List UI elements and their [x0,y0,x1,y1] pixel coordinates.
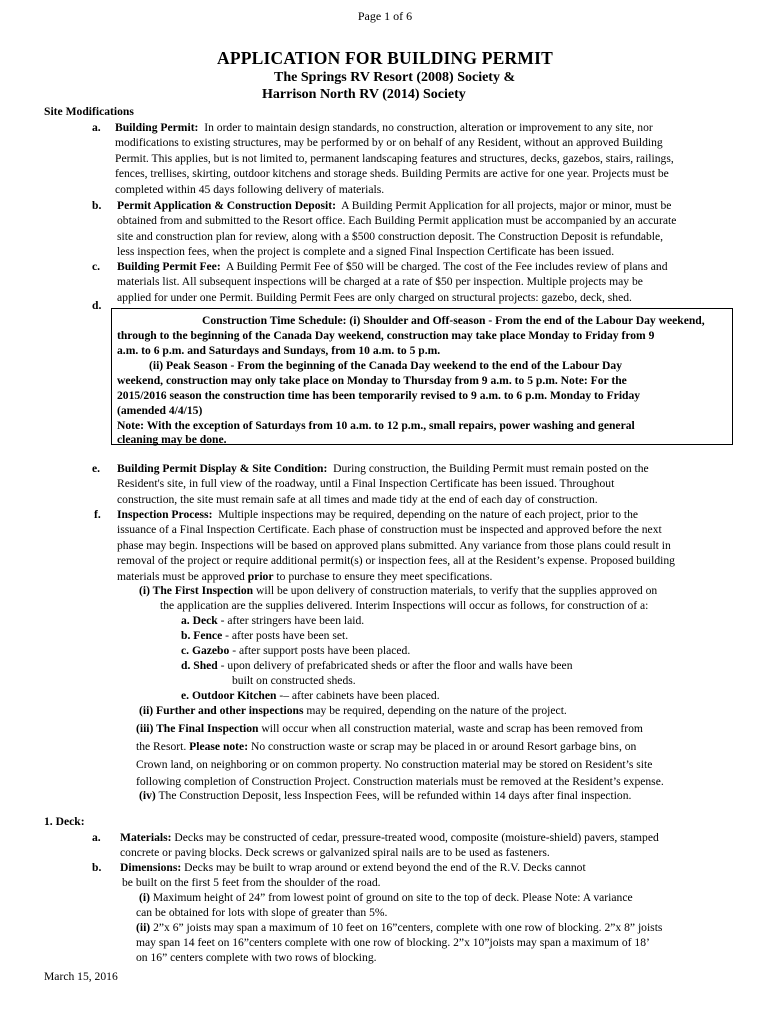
item-text: In order to maintain design standards, no construction, alteration or improvement to any site, nor [204,121,653,134]
item-title: Inspection Process: [117,508,213,521]
first-inspection: (i) The First Inspection will be upon delivery of construction materials, to verify that the supplies approved on [139,584,658,597]
item-title: Building Permit Fee: [117,260,221,273]
schedule-line: (amended 4/4/15) [117,404,203,417]
final-inspection-cont: the Resort. Please note: No construction waste or scrap may be placed in or around Resort garbage bins, on [136,740,637,753]
schedule-line: (ii) Peak Season - From the beginning of the Canada Day weekend to the end of the Labour Day [149,359,622,372]
deck-max-height-cont: can be obtained for lots with slope of greater than 5%. [136,906,388,919]
final-inspection: (iii) The Final Inspection will occur when all construction material, waste and scrap has been removed from [136,722,643,735]
construction-time-schedule-box [111,308,733,445]
item-marker: d. [92,299,102,312]
item-title: Permit Application & Construction Deposit: [117,199,336,212]
item-text: completed within 45 days following delivery of materials. [115,182,385,196]
interim-deck: a. Deck - after stringers have been laid. [181,614,365,627]
item-title: Building Permit: [115,121,199,134]
item-marker: c. [92,260,101,273]
item-text: removal of the project or require additional permit(s) or inspection fees, all at the Resident’s expense. Proposed building [117,554,675,568]
item-text: applied for under one Permit. Building Permit Fees are only charged on structural projects: gazebo, deck, shed. [117,290,632,304]
interim-gazebo: c. Gazebo - after support posts have been placed. [181,644,411,657]
item-text: to purchase to ensure they meet specifications. [276,569,493,583]
deck-joists: (ii) 2”x 6” joists may span a maximum of 10 feet on 16”centers, complete with one row of blocking. 2”x 8” joists [136,921,663,934]
item-text: fences, trellises, skirting, outdoor kitchens and storage sheds. Building Permits are active for one year. Projects must be [115,167,669,181]
deck-max-height: (i) Maximum height of 24” from lowest point of ground on site to the top of deck. Please Note: A variance [139,891,633,904]
item-text: Resident's site, in full view of the roadway, until a Final Inspection Certificate has been issued. Throughout [117,477,615,491]
item-text: Permit. This applies, but is not limited to, permanent landscaping features and structures, decks, gazebos, stairs, railings, [115,151,674,165]
schedule-line: 2015/2016 season the construction time has been temporarily revised to 9 a.m. to 6 p.m. Monday to Friday [117,389,641,402]
item-marker: e. [92,462,101,475]
item-title: Building Permit Display & Site Condition: [117,462,328,475]
item-text: construction, the site must remain safe at all times and made tidy at the end of each day of construction. [117,492,598,506]
deck-dimensions-cont: be built on the first 5 feet from the shoulder of the road. [122,876,381,889]
item-text: issuance of a Final Inspection Certificate. Each phase of construction must be inspected and approved before the next [117,523,662,537]
item-text: phase may begin. Inspections will be based on approved plans submitted. Any variance from those plans could result in [117,538,671,552]
footer-date: March 15, 2016 [44,970,118,983]
section-heading-site-modifications: Site Modifications [44,105,134,118]
item-text: A Building Permit Application for all projects, major or minor, must be [341,199,672,212]
schedule-line: cleaning may be done. [117,433,227,446]
page-number: Page 1 of 6 [357,9,413,23]
document-subtitle-1: The Springs RV Resort (2008) Society & [274,70,516,85]
item-text: A Building Permit Fee of $50 will be charged. The cost of the Fee includes review of plans and [225,260,668,273]
final-inspection-cont: Crown land, on neighboring or on common property. No construction material may be stored on Resident’s site [136,758,653,771]
item-text: Multiple inspections may be required, depending on the nature of each project, prior to the [218,508,639,521]
schedule-line: a.m. to 6 p.m. and Saturdays and Sundays, from 10 a.m. to 5 p.m. [117,344,441,357]
schedule-line: Construction Time Schedule: (i) Shoulder and Off-season - From the end of the Labour Day weekend, [202,314,705,327]
interim-shed: d. Shed - upon delivery of prefabricated sheds or after the floor and walls have been [181,659,573,672]
further-inspections: (ii) Further and other inspections may be required, depending on the nature of the project. [139,704,567,717]
emphasis-prior: prior [247,569,274,583]
item-text: site and construction plan for review, along with a $500 construction deposit. The Construction Deposit is refundable, [117,229,664,243]
item-text: less inspection fees, when the project is complete and a signed Final Inspection Certificate has been issued. [117,245,615,259]
schedule-line: Note: With the exception of Saturdays from 10 a.m. to 12 p.m., small repairs, power washing and general [117,419,635,432]
item-text: During construction, the Building Permit must remain posted on the [333,462,649,475]
first-inspection-cont: the application are the supplies delivered. Interim Inspections will occur as follows, for construction of a: [160,599,649,612]
section-heading-deck: 1. Deck: [44,815,85,828]
interim-shed-cont: built on constructed sheds. [232,674,356,687]
deck-materials-cont: concrete or paving blocks. Deck screws or galvanized spiral nails are to be used as fasteners. [120,846,550,859]
item-marker: b. [92,199,102,212]
item-marker: f. [94,508,101,521]
deck-joists-cont: may span 14 feet on 16”centers complete with one row of blocking. 2”x 10”joists may span a maximum of 18’ [136,936,650,949]
item-text: materials must be approved [117,569,245,583]
document-subtitle-2: Harrison North RV (2014) Society [262,87,466,102]
item-marker: a. [92,831,101,844]
interim-fence: b. Fence - after posts have been set. [181,629,349,642]
item-text: modifications to existing structures, may be performed by or on behalf of any Resident, without an approved Building [115,136,663,150]
item-text: obtained from and submitted to the Resort office. Each Building Permit application must be accompanied by an accurate [117,214,677,228]
document-title: APPLICATION FOR BUILDING PERMIT [217,48,553,68]
item-text: materials list. All subsequent inspections will be charged at a rate of $50 per inspection. Multiple projects may be [117,275,643,289]
schedule-line: weekend, construction may only take place on Monday to Thursday from 9 a.m. to 5 p.m. Note: For the [117,374,627,387]
deck-joists-cont: on 16” centers complete with two rows of blocking. [136,951,377,964]
final-inspection-cont: following completion of Construction Project. Construction materials must be removed at the Resident’s expense. [136,775,664,788]
deck-materials: Materials: Decks may be constructed of cedar, pressure-treated wood, composite (moisture-shield) pavers, stamped [120,831,659,844]
interim-outdoor-kitchen: e. Outdoor Kitchen -– after cabinets have been placed. [181,689,440,702]
schedule-line: through to the beginning of the Canada Day weekend, construction may take place Monday to Friday from 9 [117,329,655,342]
deposit-refund: (iv) The Construction Deposit, less Inspection Fees, will be refunded within 14 days after final inspection. [139,789,632,802]
item-marker: a. [92,121,101,134]
item-marker: b. [92,861,102,874]
deck-dimensions: Dimensions: Decks may be built to wrap around or extend beyond the end of the R.V. Decks cannot [120,861,586,874]
